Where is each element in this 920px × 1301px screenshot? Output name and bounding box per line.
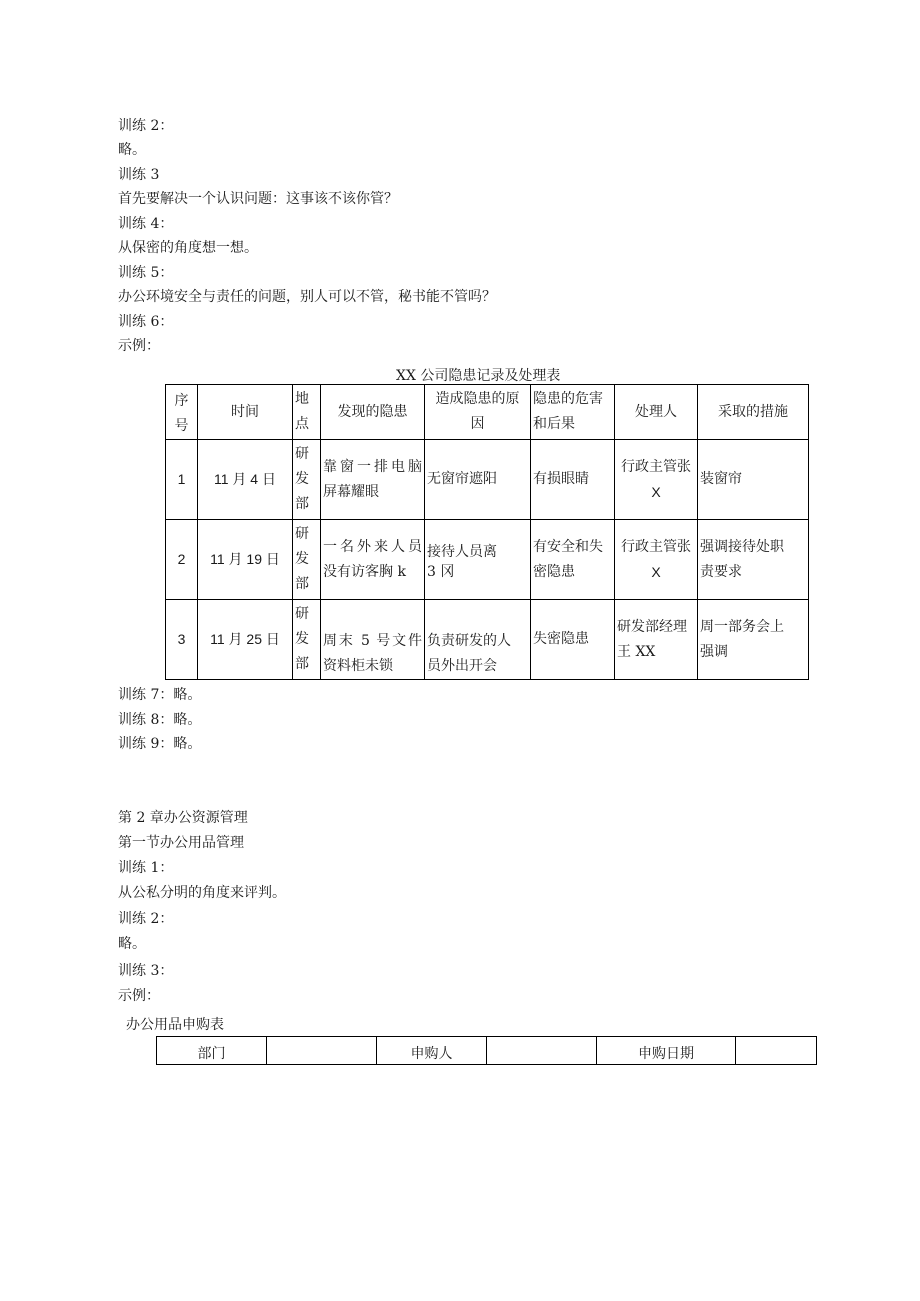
- cell-handler: 行政主管张 X: [615, 440, 698, 520]
- header-harm: 隐患的危害 和后果: [531, 385, 615, 440]
- cell-measure: 装窗帘: [698, 440, 809, 520]
- cell-time: 11 月 19 日: [198, 520, 293, 600]
- text-line: 示例：: [118, 988, 160, 1004]
- cell-requester-value: [487, 1037, 597, 1065]
- cell-found: 一名外来人员 没有访客胸 k: [321, 520, 425, 600]
- cell-found: 靠窗一排电脑 屏幕耀眼: [321, 440, 425, 520]
- header-place: 地 点: [293, 385, 321, 440]
- cell-date-value: [736, 1037, 817, 1065]
- text-line: 从保密的角度想一想。: [118, 240, 258, 256]
- table-row: [157, 1037, 817, 1065]
- header-found: 发现的隐患: [321, 385, 425, 440]
- cell-department-value: [267, 1037, 377, 1065]
- hazard-table: [165, 384, 809, 680]
- text-line: 训练 5：: [118, 265, 174, 281]
- section-title: 第一节办公用品管理: [118, 835, 244, 851]
- table-row: [166, 600, 809, 680]
- text-line: 训练 2：: [118, 118, 174, 134]
- text-line: 训练 2：: [118, 911, 174, 927]
- text-line: 训练 3：: [118, 963, 174, 979]
- cell-handler: 行政主管张 X: [615, 520, 698, 600]
- text-line: 从公私分明的角度来评判。: [118, 885, 286, 901]
- cell-measure: 周一部务会上 强调: [698, 600, 809, 680]
- text-line: 训练 9：略。: [118, 736, 202, 752]
- cell-seq: 2: [166, 520, 198, 600]
- cell-harm: 失密隐患: [531, 600, 615, 680]
- text-line: 示例：: [118, 338, 160, 354]
- cell-seq: 1: [166, 440, 198, 520]
- text-line: 训练 1：: [118, 860, 174, 876]
- cell-harm: 有损眼睛: [531, 440, 615, 520]
- chapter-title: 第 2 章办公资源管理: [118, 810, 248, 826]
- cell-handler: 研发部经理 王 XX: [615, 600, 698, 680]
- cell-found: 周末 5 号文件 资料柜未锁: [321, 600, 425, 680]
- cell-time: 11 月 4 日: [198, 440, 293, 520]
- purchase-table: [156, 1036, 817, 1065]
- hazard-table-header-row: [166, 385, 809, 440]
- hazard-table-caption: XX 公司隐患记录及处理表: [396, 368, 561, 384]
- cell-place: 研 发 部: [293, 440, 321, 520]
- text-line: 首先要解决一个认识问题：这事该不该你管？: [118, 191, 398, 207]
- cell-date-label: 申购日期: [597, 1037, 736, 1065]
- header-time: 时间: [198, 385, 293, 440]
- header-cause: 造成隐患的原 因: [425, 385, 531, 440]
- text-line: 训练 8：略。: [118, 712, 202, 728]
- cell-cause: 接待人员离 3 冈: [425, 520, 531, 600]
- text-line: 训练 4：: [118, 216, 174, 232]
- cell-cause: 负责研发的人 员外出开会: [425, 600, 531, 680]
- text-line: 训练 6：: [118, 314, 174, 330]
- cell-requester-label: 申购人: [377, 1037, 487, 1065]
- text-line: 略。: [118, 142, 146, 158]
- cell-measure: 强调接待处职 责要求: [698, 520, 809, 600]
- header-seq: 序号: [166, 385, 198, 440]
- purchase-table-caption: 办公用品申购表: [126, 1017, 224, 1033]
- cell-place: 研 发 部: [293, 520, 321, 600]
- header-handler: 处理人: [615, 385, 698, 440]
- cell-department-label: 部门: [157, 1037, 267, 1065]
- cell-seq: 3: [166, 600, 198, 680]
- cell-cause: 无窗帘遮阳: [425, 440, 531, 520]
- cell-place: 研 发 部: [293, 600, 321, 680]
- header-measure: 采取的措施: [698, 385, 809, 440]
- text-line: 训练 3: [118, 167, 160, 183]
- text-line: 略。: [118, 936, 146, 952]
- cell-harm: 有安全和失 密隐患: [531, 520, 615, 600]
- cell-time: 11 月 25 日: [198, 600, 293, 680]
- table-row: [166, 520, 809, 600]
- text-line: 办公环境安全与责任的问题，别人可以不管，秘书能不管吗？: [118, 289, 496, 305]
- table-row: [166, 440, 809, 520]
- text-line: 训练 7：略。: [118, 687, 202, 703]
